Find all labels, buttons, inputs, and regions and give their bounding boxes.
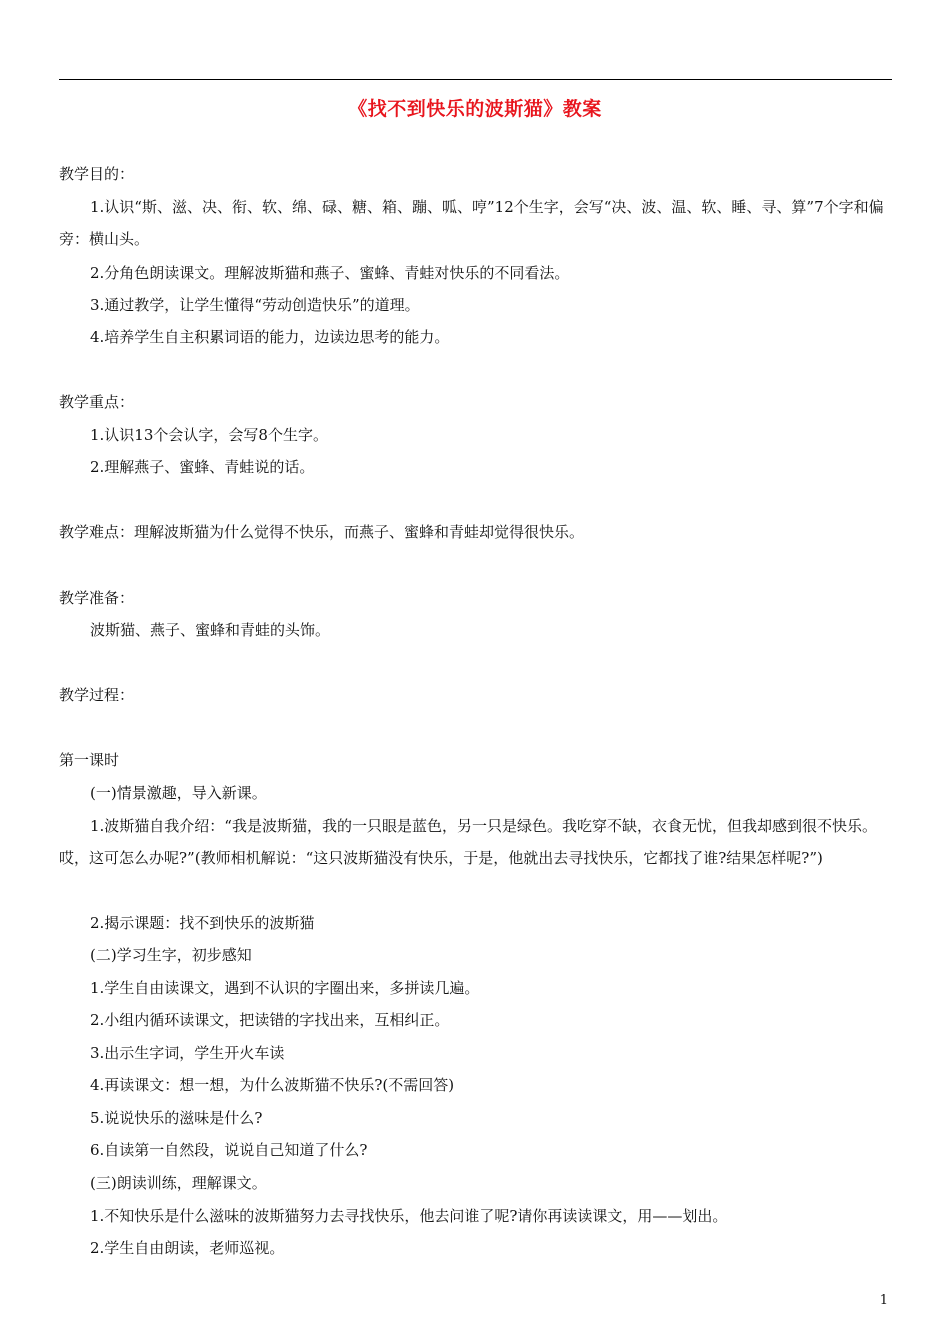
step-1-item-2: 2.揭示课题：找不到快乐的波斯猫 bbox=[90, 914, 315, 932]
step-3-item-1: 1.不知快乐是什么滋味的波斯猫努力去寻找快乐，他去问谁了呢?请你再读读课文，用——划出。 bbox=[90, 1207, 728, 1225]
section-heading-objectives: 教学目的： bbox=[59, 165, 135, 183]
step-1-item-1: 1.波斯猫自我介绍：“我是波斯猫，我的一只眼是蓝色，另一只是绿色。我吃穿不缺，衣食无忧，但我却感到很不快乐。哎，这可怎么办呢?”(教师相机解说：“这只波斯猫没有快乐，于是，他就出去寻找快乐，它都找了谁?结果怎样呢?”) bbox=[59, 817, 877, 867]
section-heading-process: 教学过程： bbox=[59, 686, 135, 704]
step-heading-3: (三)朗读训练，理解课文。 bbox=[90, 1174, 267, 1192]
section-difficulty: 教学难点：理解波斯猫为什么觉得不快乐，而燕子、蜜蜂和青蛙却觉得很快乐。 bbox=[59, 523, 585, 541]
header-rule bbox=[59, 79, 892, 80]
lesson-heading: 第一课时 bbox=[59, 751, 120, 769]
step-2-item-5: 5.说说快乐的滋味是什么? bbox=[90, 1109, 263, 1127]
document-title: 《找不到快乐的波斯猫》教案 bbox=[348, 98, 602, 120]
step-heading-1: (一)情景激趣，导入新课。 bbox=[90, 784, 267, 802]
preparation-item: 波斯猫、燕子、蜜蜂和青蛙的头饰。 bbox=[90, 621, 331, 639]
step-2-item-6: 6.自读第一自然段，说说自己知道了什么? bbox=[90, 1141, 368, 1159]
step-heading-2: (二)学习生字，初步感知 bbox=[90, 946, 252, 964]
step-2-item-1: 1.学生自由读课文，遇到不认识的字圈出来，多拼读几遍。 bbox=[90, 979, 480, 997]
section-heading-preparation: 教学准备： bbox=[59, 589, 135, 607]
step-2-item-3: 3.出示生字词，学生开火车读 bbox=[90, 1044, 285, 1062]
step-2-item-4: 4.再读课文：想一想，为什么波斯猫不快乐?(不需回答) bbox=[90, 1076, 455, 1094]
objective-4: 4.培养学生自主积累词语的能力，边读边思考的能力。 bbox=[90, 328, 450, 346]
key-point-2: 2.理解燕子、蜜蜂、青蛙说的话。 bbox=[90, 458, 315, 476]
objective-1: 1.认识“斯、滋、决、衔、软、绵、碌、糖、箱、蹦、呱、哼”12个生字，会写“决、波、温、软、睡、寻、算”7个字和偏旁：横山头。 bbox=[59, 198, 884, 248]
key-point-1: 1.认识13个会认字，会写8个生字。 bbox=[90, 426, 328, 444]
page-number: 1 bbox=[879, 1293, 888, 1308]
section-heading-key-points: 教学重点： bbox=[59, 393, 135, 411]
step-3-item-2: 2.学生自由朗读，老师巡视。 bbox=[90, 1239, 285, 1257]
objective-2: 2.分角色朗读课文。理解波斯猫和燕子、蜜蜂、青蛙对快乐的不同看法。 bbox=[90, 264, 570, 282]
objective-3: 3.通过教学，让学生懂得“劳动创造快乐”的道理。 bbox=[90, 296, 420, 314]
step-2-item-2: 2.小组内循环读课文，把读错的字找出来，互相纠正。 bbox=[90, 1011, 450, 1029]
